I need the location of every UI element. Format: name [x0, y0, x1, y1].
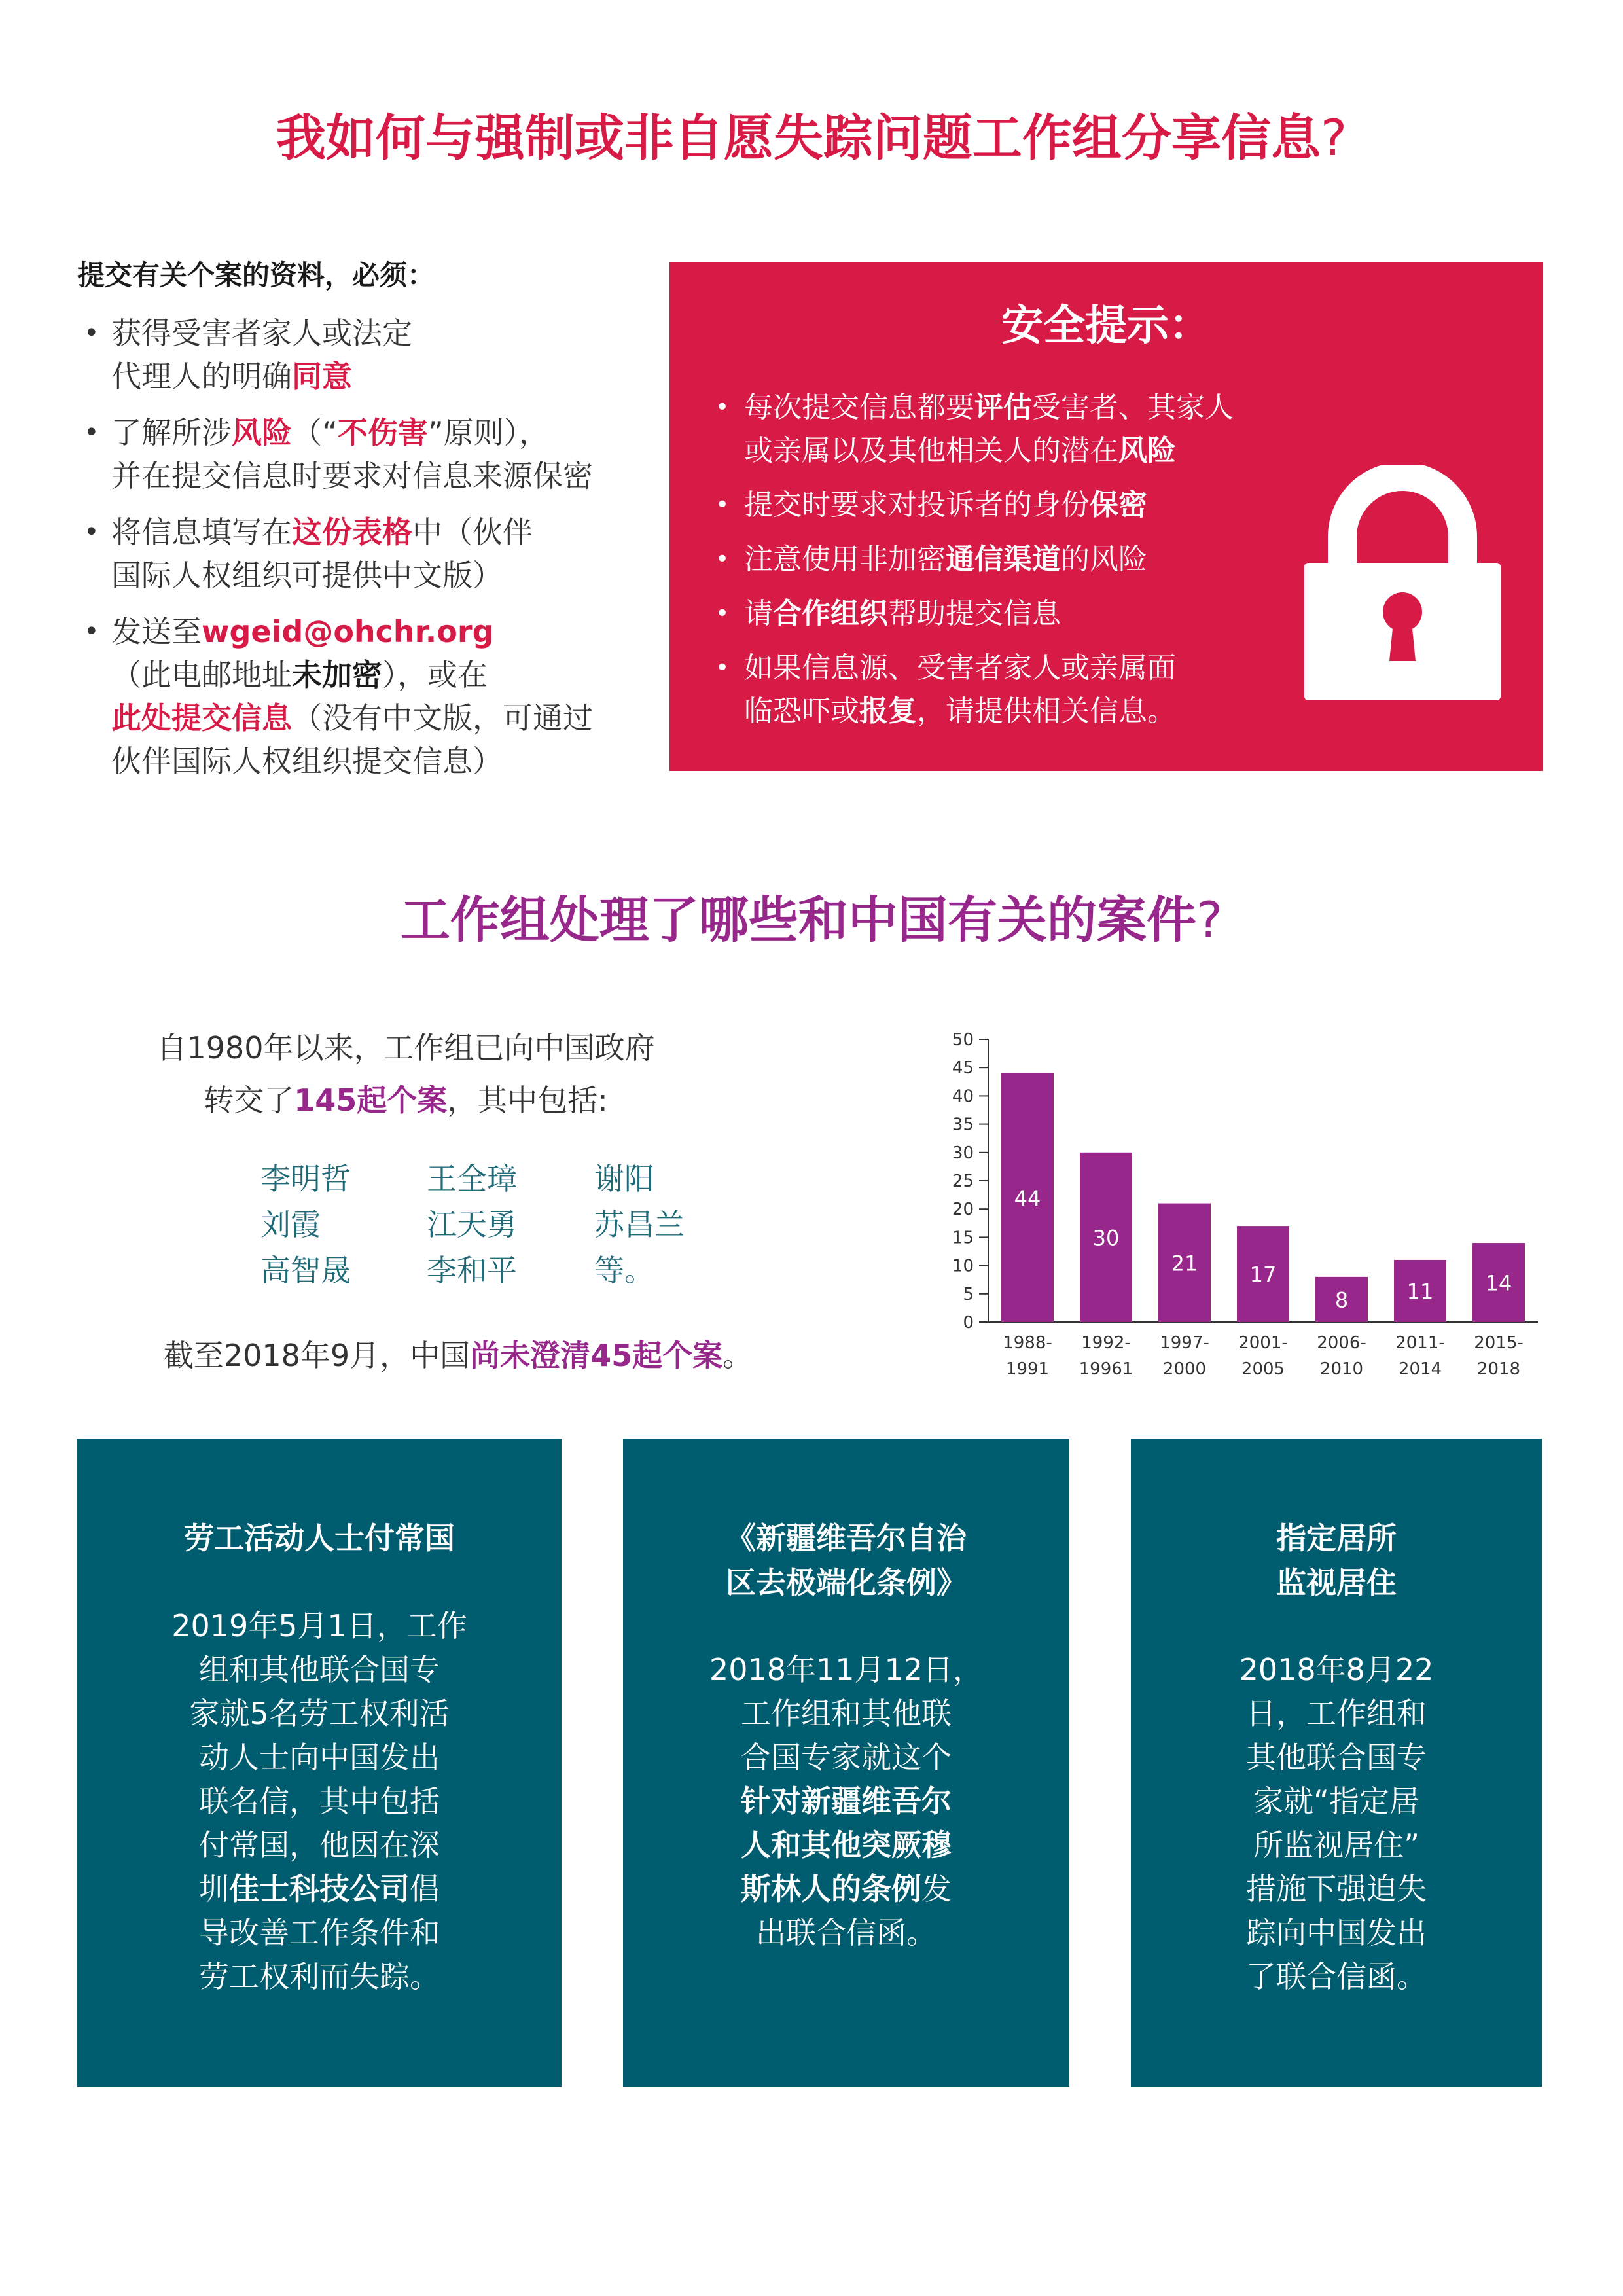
- safety-title: 安全提示：: [1001, 302, 1211, 350]
- bullet-icon: •: [715, 394, 730, 421]
- y-tick-label: 0: [963, 1313, 974, 1333]
- unresolved-cases-note: 截至2018年9月，中国尚未澄清45起个案。: [163, 1338, 753, 1373]
- card-title: 指定居所 监视居住: [1276, 1520, 1397, 1600]
- x-tick-label: 2014: [1398, 1359, 1442, 1379]
- card-body: 2019年5月1日，工作 组和其他联合国专 家就5名劳工权利活 动人士向中国发出 联名信，其中包括 付常国，他因在深 圳佳士科技公司倡 导改善工作条件和 劳工权利而失踪。: [171, 1608, 467, 1994]
- y-tick-label: 50: [952, 1030, 974, 1050]
- safety-item: • 请合作组织帮助提交信息: [710, 592, 1273, 636]
- bullet-icon: •: [715, 546, 730, 573]
- y-tick-label: 20: [952, 1200, 974, 1220]
- submit-here-link[interactable]: 此处提交信息: [111, 700, 292, 736]
- bullet-icon: •: [715, 492, 730, 518]
- x-tick-label: 19961: [1079, 1359, 1133, 1379]
- x-tick-label: 1988-: [1003, 1333, 1052, 1353]
- x-tick-label: 1997-: [1160, 1333, 1209, 1353]
- case-name: 江天勇: [427, 1207, 517, 1242]
- safety-item: • 注意使用非加密通信渠道的风险: [710, 538, 1273, 581]
- case-name: 王全璋: [427, 1161, 517, 1196]
- x-tick-label: 2010: [1319, 1359, 1364, 1379]
- case-name: 刘霞: [260, 1207, 321, 1242]
- bullet-icon: •: [84, 617, 99, 647]
- x-tick-label: 2005: [1241, 1359, 1285, 1379]
- card-title: 劳工活动人士付常国: [184, 1520, 455, 1556]
- requirement-item: • 了解所涉风险（“不伤害”原则）， 并在提交信息时要求对信息来源保密: [77, 411, 666, 497]
- cases-intro-line2: 转交了145起个案，其中包括:: [204, 1083, 608, 1118]
- case-name: 苏昌兰: [594, 1207, 685, 1242]
- cases-bar-chart: [910, 1021, 1551, 1388]
- x-tick-label: 2000: [1162, 1359, 1207, 1379]
- bullet-icon: •: [84, 517, 99, 547]
- safety-list: [710, 386, 1273, 744]
- y-tick-label: 15: [952, 1228, 974, 1248]
- bar-data-label: 21: [1171, 1251, 1198, 1276]
- bar-data-label: 8: [1334, 1287, 1349, 1313]
- submission-requirements: [77, 254, 666, 796]
- email-link[interactable]: wgeid@ohchr.org: [202, 614, 494, 649]
- x-tick-label: 2015-: [1474, 1333, 1524, 1353]
- case-card-rsdl: [1131, 1439, 1542, 2087]
- x-tick-label: 2006-: [1317, 1333, 1366, 1353]
- safety-item: • 如果信息源、受害者家人或亲属面 临恐吓或报复，请提供相关信息。: [710, 647, 1273, 733]
- card-body: 2018年8月22 日，工作组和 其他联合国专 家就“指定居 所监视居住” 措施下强迫失 踪向中国发出 了联合信函。: [1239, 1652, 1434, 1994]
- bullet-icon: •: [715, 600, 730, 627]
- section-title-share-info: 我如何与强制或非自愿失踪问题工作组分享信息?: [276, 109, 1347, 167]
- y-tick-label: 10: [952, 1256, 974, 1276]
- form-link[interactable]: 这份表格: [292, 514, 412, 550]
- y-tick-label: 45: [952, 1058, 974, 1079]
- case-card-xinjiang-regulation: [623, 1439, 1069, 2087]
- bar-data-label: 44: [1014, 1185, 1041, 1211]
- bar-data-label: 30: [1092, 1225, 1120, 1251]
- case-name: 等。: [594, 1253, 654, 1288]
- bar-data-label: 17: [1249, 1262, 1277, 1287]
- case-name: 谢阳: [594, 1161, 654, 1196]
- safety-tips-box: [669, 262, 1543, 771]
- x-tick-label: 1991: [1005, 1359, 1050, 1379]
- safety-item: • 每次提交信息都要评估受害者、其家人 或亲属以及其他相关人的潜在风险: [710, 386, 1273, 473]
- case-name: 高智晟: [260, 1253, 351, 1288]
- y-tick-label: 35: [952, 1115, 974, 1135]
- y-tick-label: 30: [952, 1143, 974, 1163]
- y-tick-label: 5: [963, 1284, 974, 1304]
- x-tick-label: 2011-: [1395, 1333, 1445, 1353]
- bullet-icon: •: [84, 418, 99, 448]
- lock-icon: [1304, 465, 1501, 700]
- y-tick-label: 25: [952, 1172, 974, 1191]
- safety-item: • 提交时要求对投诉者的身份保密: [710, 484, 1273, 527]
- bullet-icon: •: [715, 655, 730, 681]
- case-name: 李明哲: [260, 1161, 351, 1196]
- requirements-heading: 提交有关个案的资料，必须：: [77, 259, 435, 291]
- bullet-icon: •: [84, 318, 99, 348]
- card-body: 2018年11月12日， 工作组和其他联 合国专家就这个 针对新疆维吾尔 人和其他突厥穆 斯林人的条例发 出联合信函。: [709, 1652, 984, 1950]
- requirement-item: • 将信息填写在这份表格中（伙伴 国际人权组织可提供中文版）: [77, 511, 666, 597]
- y-tick-label: 40: [952, 1086, 974, 1107]
- case-card-labour-activist: [77, 1439, 562, 2087]
- bar-data-label: 14: [1485, 1270, 1512, 1296]
- card-title: 《新疆维吾尔自治 区去极端化条例》: [726, 1520, 967, 1600]
- cases-intro-line1: 自1980年以来，工作组已向中国政府: [156, 1030, 655, 1066]
- x-tick-label: 1992-: [1081, 1333, 1131, 1353]
- case-name: 李和平: [427, 1253, 517, 1288]
- bar-data-label: 11: [1406, 1279, 1434, 1304]
- requirement-item: • 发送至wgeid@ohchr.org （此电邮地址未加密），或在 此处提交信息（没有中文版，可通过 伙伴国际人权组织提交信息）: [77, 610, 666, 783]
- x-tick-label: 2018: [1476, 1359, 1521, 1379]
- x-tick-label: 2001-: [1238, 1333, 1288, 1353]
- requirement-item: • 获得受害者家人或法定 代理人的明确同意: [77, 312, 666, 398]
- section-title-china-cases: 工作组处理了哪些和中国有关的案件?: [400, 891, 1223, 949]
